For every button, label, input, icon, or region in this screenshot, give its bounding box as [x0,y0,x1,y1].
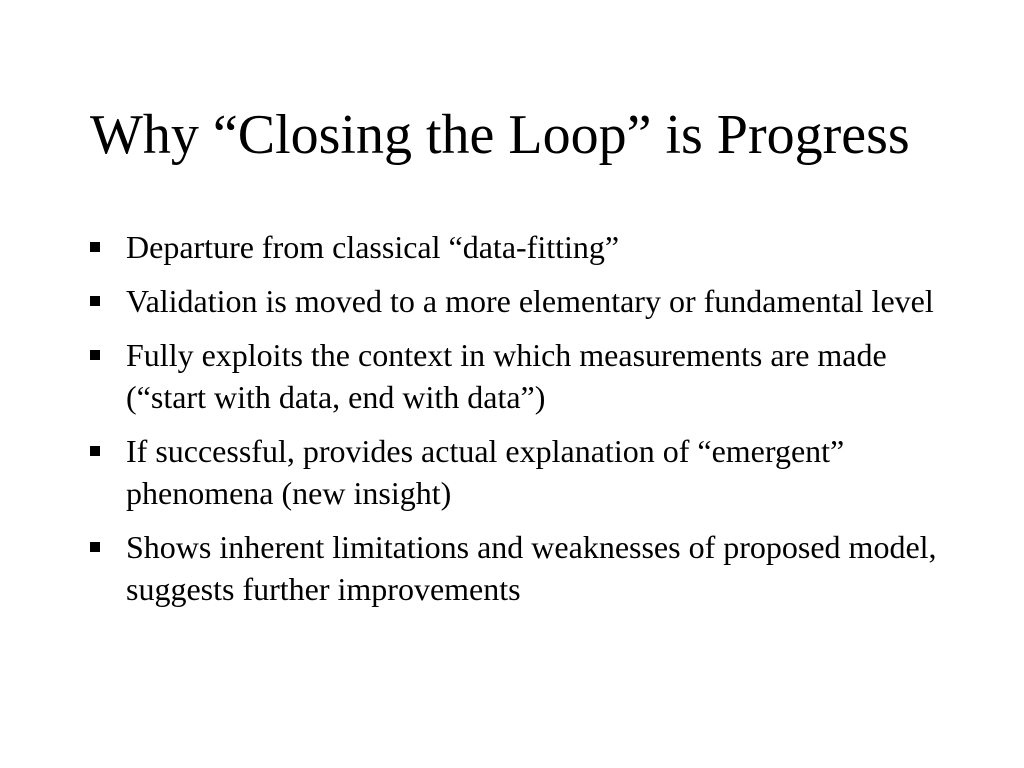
square-bullet-icon [90,242,100,252]
bullet-text: Departure from classical “data-fitting” [126,229,620,265]
list-item [88,280,948,322]
bullet-list [88,226,948,622]
bullet-text: Shows inherent limitations and weaknesses of proposed model, suggests further improvements [126,529,937,607]
bullet-text: Validation is moved to a more elementary or fundamental level [126,283,934,319]
bullet-text: If successful, provides actual explanation of “emergent” phenomena (new insight) [126,433,845,511]
list-item [88,226,948,268]
square-bullet-icon [90,296,100,306]
list-item [88,526,948,610]
square-bullet-icon [90,446,100,456]
square-bullet-icon [90,542,100,552]
list-item [88,430,948,514]
bullet-text: Fully exploits the context in which measurements are made (“start with data, end with data”) [126,337,887,415]
square-bullet-icon [90,350,100,360]
list-item [88,334,948,418]
slide-title: Why “Closing the Loop” is Progress [90,104,910,166]
